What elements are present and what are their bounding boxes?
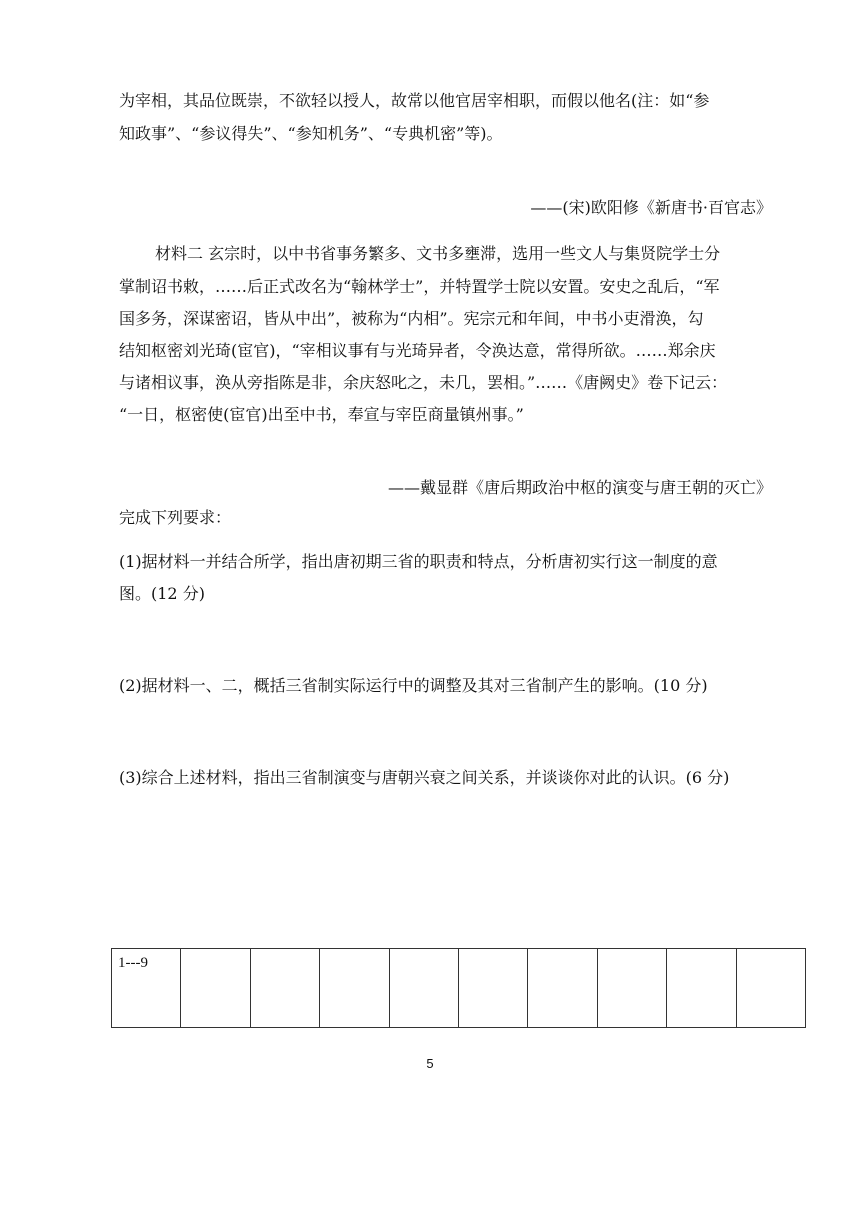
answer-cell-8[interactable] [667, 949, 736, 1028]
answer-cell-5[interactable] [458, 949, 527, 1028]
material1-line-1: 为宰相，其品位既崇，不欲轻以授人，故常以他官居宰相职，而假以他名(注：如“参 [119, 91, 710, 110]
material1-line-2: 知政事”、“参议得失”、“参知机务”、“专典机密”等)。 [119, 124, 503, 143]
instruction-text: 完成下列要求： [119, 508, 232, 527]
material2-source: ——戴显群《唐后期政治中枢的演变与唐王朝的灭亡》 [387, 478, 772, 497]
answer-cell-1[interactable] [181, 949, 250, 1028]
answer-cell-3[interactable] [320, 949, 389, 1028]
answer-cell-6[interactable] [528, 949, 597, 1028]
answer-cell-2[interactable] [250, 949, 319, 1028]
answer-table-label: 1---9 [112, 949, 181, 1028]
answer-cell-9[interactable] [736, 949, 805, 1028]
material2-line-4: 结知枢密刘光琦(宦官)，“宰相议事有与光琦异者，令涣达意，常得所欲。……郑余庆 [119, 341, 716, 360]
question-1-line-2: 图。(12 分) [119, 584, 205, 603]
answer-cell-4[interactable] [389, 949, 458, 1028]
question-2: (2)据材料一、二，概括三省制实际运行中的调整及其对三省制产生的影响。(10 分) [119, 676, 708, 695]
material2-line-2: 掌制诏书敕，……后正式改名为“翰林学士”，并特置学士院以安置。安史之乱后，“军 [119, 277, 720, 296]
answer-table [111, 948, 806, 1028]
material2-line-6: “一日，枢密使(宦官)出至中书，奉宣与宰臣商量镇州事。” [119, 405, 524, 424]
question-1-line-1: (1)据材料一并结合所学，指出唐初期三省的职责和特点，分析唐初实行这一制度的意 [119, 552, 718, 571]
material2-line-5: 与诸相议事，涣从旁指陈是非，余庆怒叱之，未几，罢相。”……《唐阙史》卷下记云： [119, 373, 728, 392]
answer-cell-7[interactable] [597, 949, 666, 1028]
material2-line-3: 国多务，深谋密诏，皆从中出”，被称为“内相”。宪宗元和年间，中书小吏滑涣，勾 [119, 309, 704, 328]
material2-line-1: 材料二 玄宗时，以中书省事务繁多、文书多壅滞，选用一些文人与集贤院学士分 [155, 244, 721, 263]
page-number: 5 [426, 1056, 434, 1071]
question-3: (3)综合上述材料，指出三省制演变与唐朝兴衰之间关系，并谈谈你对此的认识。(6 分) [119, 768, 730, 787]
answer-table-row [112, 949, 806, 1028]
material1-source: ——(宋)欧阳修《新唐书·百官志》 [530, 198, 772, 217]
